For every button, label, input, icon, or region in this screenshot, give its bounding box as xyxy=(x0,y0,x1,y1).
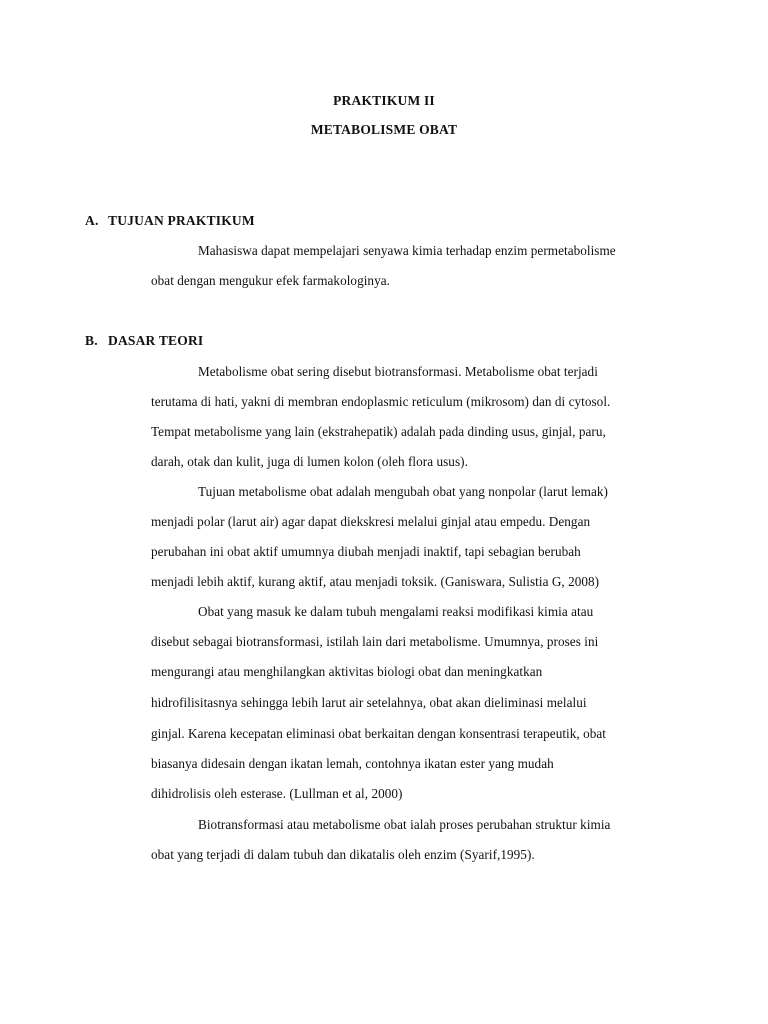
paragraph-line: obat yang terjadi di dalam tubuh dan dikatalis oleh enzim (Syarif,1995). xyxy=(151,847,535,862)
section-b-letter: B. xyxy=(85,333,98,348)
section-b-title: DASAR TEORI xyxy=(108,333,204,348)
paragraph-line: terutama di hati, yakni di membran endoplasmic reticulum (mikrosom) dan di cytosol. xyxy=(151,394,611,409)
paragraph-line: Biotransformasi atau metabolisme obat ialah proses perubahan struktur kimia xyxy=(198,817,611,832)
section-b-heading xyxy=(85,333,203,349)
paragraph-line: ginjal. Karena kecepatan eliminasi obat berkaitan dengan konsentrasi terapeutik, obat xyxy=(151,726,607,741)
section-a-title: TUJUAN PRAKTIKUM xyxy=(108,213,255,228)
paragraph-line: Metabolisme obat sering disebut biotransformasi. Metabolisme obat terjadi xyxy=(198,364,598,379)
paragraph-line: Mahasiswa dapat mempelajari senyawa kimia terhadap enzim permetabolisme xyxy=(198,243,616,258)
document-subtitle: METABOLISME OBAT xyxy=(310,122,458,137)
paragraph-line: menjadi lebih aktif, kurang aktif, atau menjadi toksik. (Ganiswara, Sulistia G, 2008) xyxy=(151,574,600,589)
paragraph-line: Obat yang masuk ke dalam tubuh mengalami reaksi modifikasi kimia atau xyxy=(198,604,594,619)
paragraph-line: Tujuan metabolisme obat adalah mengubah obat yang nonpolar (larut lemak) xyxy=(198,484,608,499)
paragraph-line: obat dengan mengukur efek farmakologinya. xyxy=(151,273,390,288)
paragraph-line: hidrofilisitasnya sehingga lebih larut air setelahnya, obat akan dieliminasi melalui xyxy=(151,695,587,710)
paragraph-line: mengurangi atau menghilangkan aktivitas biologi obat dan meningkatkan xyxy=(151,664,543,679)
paragraph-line: dihidrolisis oleh esterase. (Lullman et al, 2000) xyxy=(151,786,403,801)
paragraph-line: darah, otak dan kulit, juga di lumen kolon (oleh flora usus). xyxy=(151,454,468,469)
paragraph-line: menjadi polar (larut air) agar dapat diekskresi melalui ginjal atau empedu. Dengan xyxy=(151,514,591,529)
paragraph-line: disebut sebagai biotransformasi, istilah lain dari metabolisme. Umumnya, proses ini xyxy=(151,634,599,649)
paragraph-line: Tempat metabolisme yang lain (ekstrahepatik) adalah pada dinding usus, ginjal, paru, xyxy=(151,424,606,439)
paragraph-line: biasanya didesain dengan ikatan lemah, contohnya ikatan ester yang mudah xyxy=(151,756,554,771)
document-title: PRAKTIKUM II xyxy=(333,93,435,108)
section-a-heading xyxy=(85,213,255,229)
paragraph-line: perubahan ini obat aktif umumnya diubah menjadi inaktif, tapi sebagian berubah xyxy=(151,544,581,559)
section-a-letter: A. xyxy=(85,213,99,228)
